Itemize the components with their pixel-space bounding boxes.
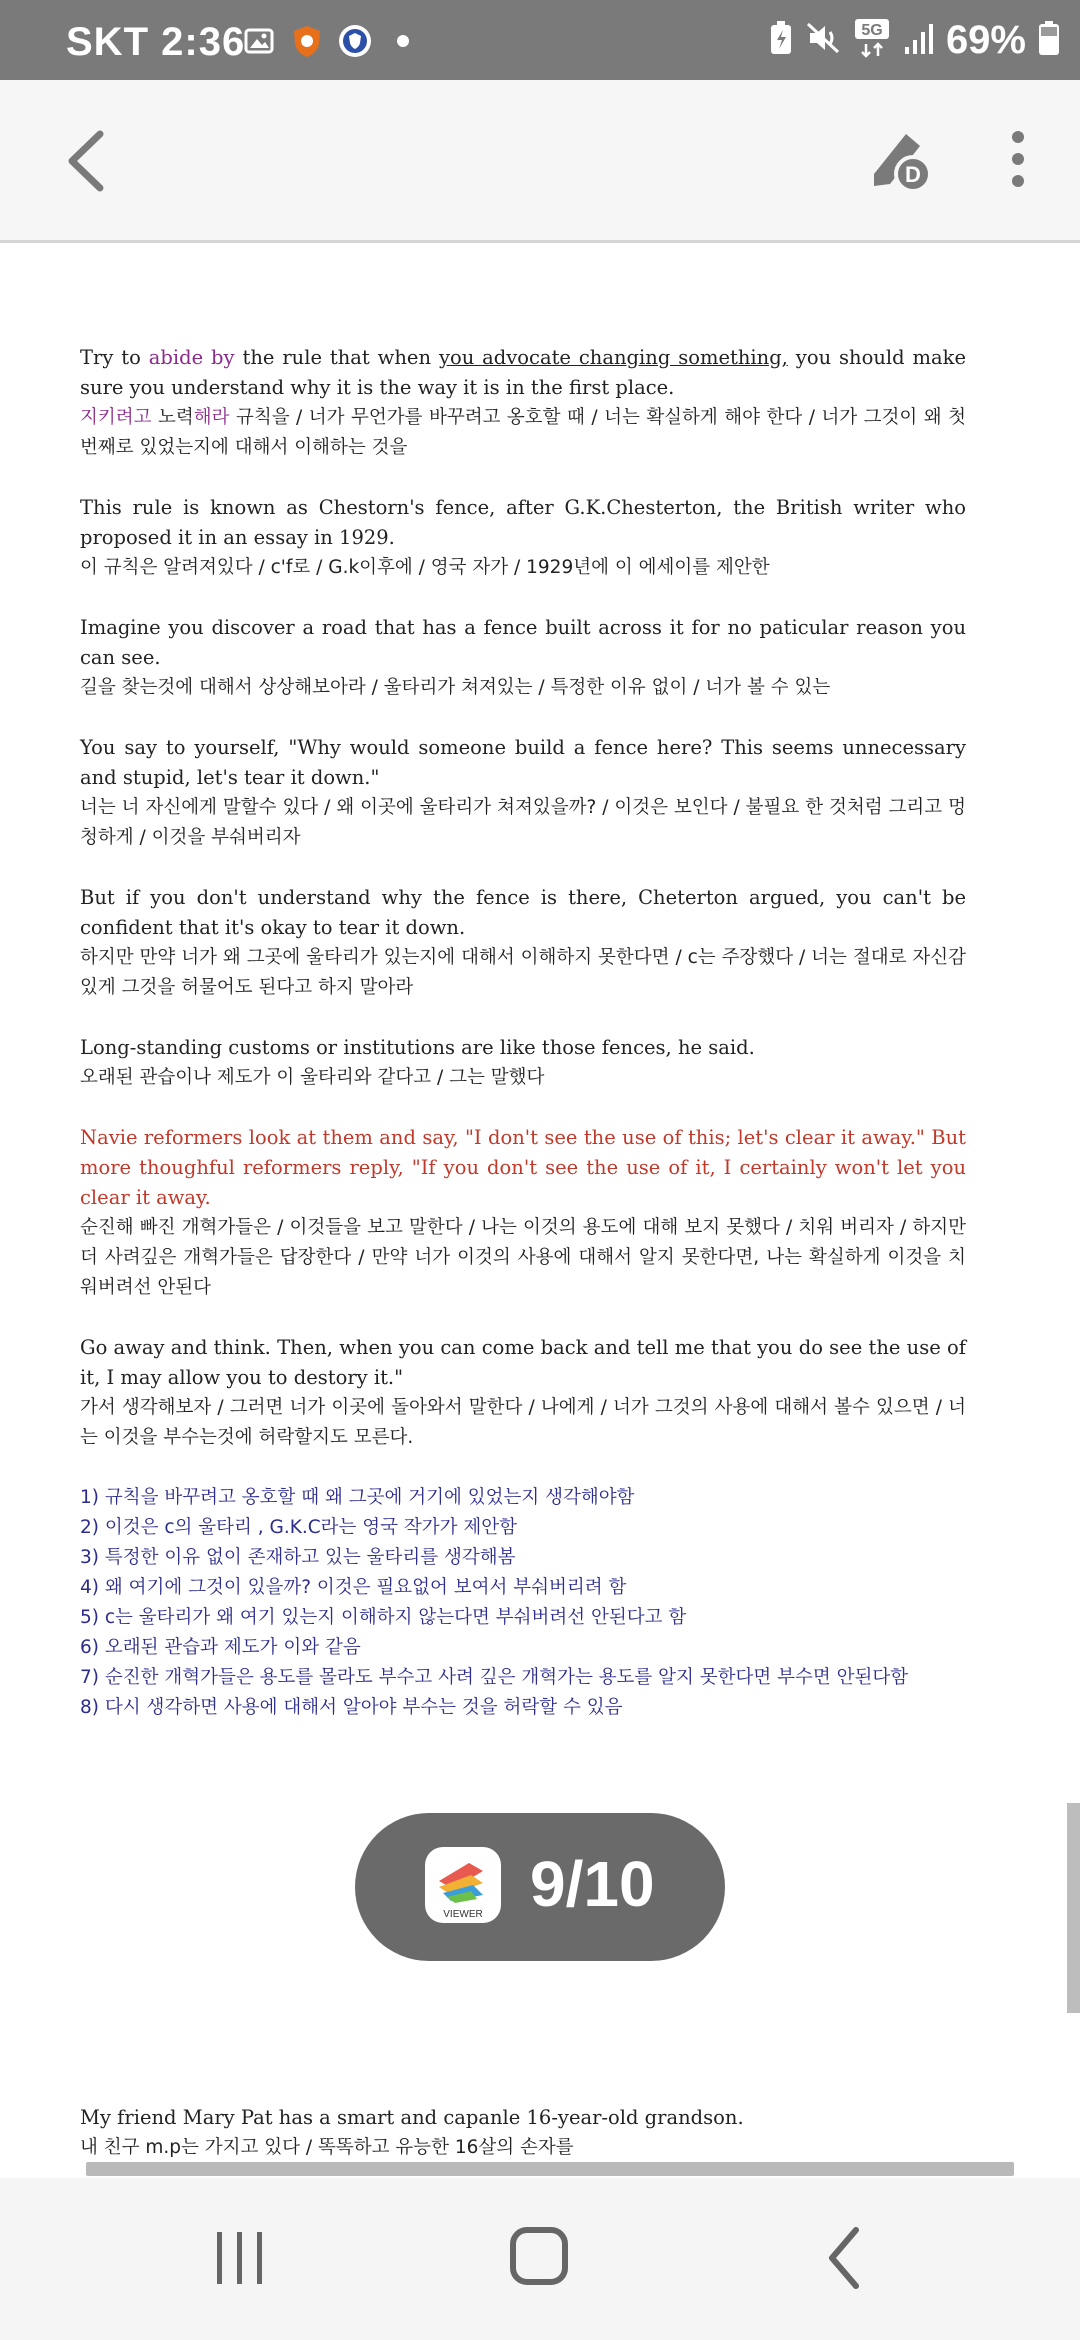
notification-icons [242,24,420,58]
svg-text:VIEWER: VIEWER [443,1909,483,1920]
summary-item: 1) 규칙을 바꾸려고 옹호할 때 왜 그곳에 거기에 있었는지 생각해야함 [80,1487,635,1508]
recent-apps-button[interactable] [195,2218,285,2298]
korean-translation: 하지만 만약 너가 왜 그곳에 울타리가 있는지에 대해서 이해하지 못한다면 / c는 주장했다 / 너는 절대로 자신감 있게 그것을 허물어도 된다고 하지 말아라 [80,947,966,998]
paragraph [80,613,966,703]
pen-edit-icon [868,124,938,194]
dot-icon [386,24,420,58]
english-sentence-highlighted: Navie reformers look at them and say, "I don't see the use of this; let's clear it away." But more thoughful reformers reply, "If you don't see the use of it, I certainly won't let you clear it away. [80,1126,966,1209]
network-5g-icon [854,18,892,63]
summary-item: 8) 다시 생각하면 사용에 대해서 알아야 부수는 것을 허락할 수 있음 [80,1697,623,1718]
document-page-9 [80,343,966,1723]
paragraph [80,493,966,583]
summary-item: 7) 순진한 개혁가들은 용도를 몰라도 부수고 사려 깊은 개혁가는 용도를 알지 못한다면 부수면 안된다함 [80,1667,909,1688]
paragraph [80,883,966,1003]
korean-translation: 오래된 관습이나 제도가 이 울타리와 같다고 / 그는 말했다 [80,1067,545,1088]
mute-icon [806,20,842,61]
document-viewer[interactable] [0,243,1080,1898]
korean-translation: 순진해 빠진 개혁가들은 / 이것들을 보고 말한다 / 나는 이것의 용도에 대해 보지 못했다 / 치워 버리자 / 하지만 더 사려깊은 개혁가들은 답장한다 / 만약 너가 이것의 사용에 대해서 알지 못한다면, 나는 확실하게 이것을 치워버려선 안된다 [80,1217,966,1298]
paragraph [80,343,966,463]
back-arrow-icon [60,126,120,196]
paragraph [80,1333,966,1453]
edit-button[interactable] [868,124,938,194]
more-options-button[interactable] [1000,124,1040,194]
korean-translation: 내 친구 m.p는 가지고 있다 / 똑똑하고 유능한 16살의 손자를 [80,2137,574,2158]
korean-translation: 이 규칙은 알려져있다 / c'f로 / G.k이후에 / 영국 자가 / 1929년에 이 에세이를 제안한 [80,557,770,578]
summary-list [80,1483,966,1723]
summary-item: 2) 이것은 c의 울타리 , G.K.C라는 영국 작가가 제안함 [80,1517,518,1538]
svg-text:5G: 5G [861,22,883,39]
english-sentence: This rule is known as Chestorn's fence, after G.K.Chesterton, the British writer who proposed it in an essay in 1929. [80,496,966,549]
summary-item: 3) 특정한 이유 없이 존재하고 있는 울타리를 생각해봄 [80,1547,516,1568]
korean-translation: 가서 생각해보자 / 그러면 너가 이곳에 돌아와서 말한다 / 나에게 / 너가 그것의 사용에 대해서 볼수 있으면 / 너는 이것을 부수는것에 허락할지도 모른다. [80,1397,966,1448]
korean-translation: 지키려고 노력해라 규칙을 / 너가 무언가를 바꾸려고 옹호할 때 / 너는 확실하게 해야 한다 / 너가 그것이 왜 첫 번째로 있었는지에 대해서 이해하는 것을 [80,407,966,458]
status-bar [0,0,1080,80]
english-sentence: Go away and think. Then, when you can come back and tell me that you do see the use of it, I may allow you to destory it." [80,1336,966,1389]
horizontal-scrollbar[interactable] [86,2162,1014,2176]
svg-text:D: D [905,162,921,187]
viewer-app-icon [425,1847,501,1923]
security-app-icon [338,24,372,58]
korean-translation: 길을 찾는것에 대해서 상상해보아라 / 울타리가 쳐져있는 / 특정한 이유 없이 / 너가 볼 수 있는 [80,677,831,698]
gallery-icon [242,24,276,58]
status-carrier-time: SKT 2:36 [66,20,246,64]
english-sentence: But if you don't understand why the fence is there, Cheterton argued, you can't be confident that it's okay to tear it down. [80,886,966,939]
english-sentence: Imagine you discover a road that has a fence built across it for no paticular reason you can see. [80,616,966,669]
home-icon [495,2218,585,2298]
back-icon [800,2218,890,2298]
paragraph [80,733,966,853]
status-right [768,18,1060,63]
document-page-10 [80,2103,966,2163]
paragraph [80,1123,966,1303]
english-sentence: Long-standing customs or institutions are like those fences, he said. [80,1036,755,1059]
shield-app-icon [290,24,324,58]
navigation-bar [0,2178,1080,2340]
english-sentence: My friend Mary Pat has a smart and capanle 16-year-old grandson. [80,2106,744,2129]
battery-percent: 69% [945,18,1026,62]
summary-item: 4) 왜 여기에 그것이 있을까? 이것은 필요없어 보여서 부숴버리려 함 [80,1577,627,1598]
vertical-scrollbar[interactable] [1067,1803,1080,2013]
nav-back-button[interactable] [800,2218,890,2298]
page-number: 9/10 [530,1848,655,1920]
summary-item: 6) 오래된 관습과 제도가 이와 같음 [80,1637,361,1658]
signal-icon [904,21,934,60]
battery-icon [1038,20,1060,61]
app-bar [0,80,1080,243]
recent-apps-icon [195,2218,285,2298]
korean-translation: 너는 너 자신에게 말할수 있다 / 왜 이곳에 울타리가 쳐져있을까? / 이것은 보인다 / 불필요 한 것처럼 그리고 멍청하게 / 이것을 부숴버리자 [80,797,966,848]
home-button[interactable] [495,2218,585,2298]
more-vert-icon [1000,124,1040,194]
summary-item: 5) c는 울타리가 왜 여기 있는지 이해하지 않는다면 부숴버려선 안된다고 함 [80,1607,687,1628]
back-button[interactable] [60,126,120,196]
page-indicator [355,1813,725,1961]
paragraph [80,1033,966,1093]
english-sentence: You say to yourself, "Why would someone build a fence here? This seems unnecessary and stupid, let's tear it down." [80,736,966,789]
battery-saver-icon [768,20,794,61]
english-sentence: Try to abide by the rule that when you advocate changing something, you should make sure you understand why it is the way it is in the first place. [80,346,967,399]
